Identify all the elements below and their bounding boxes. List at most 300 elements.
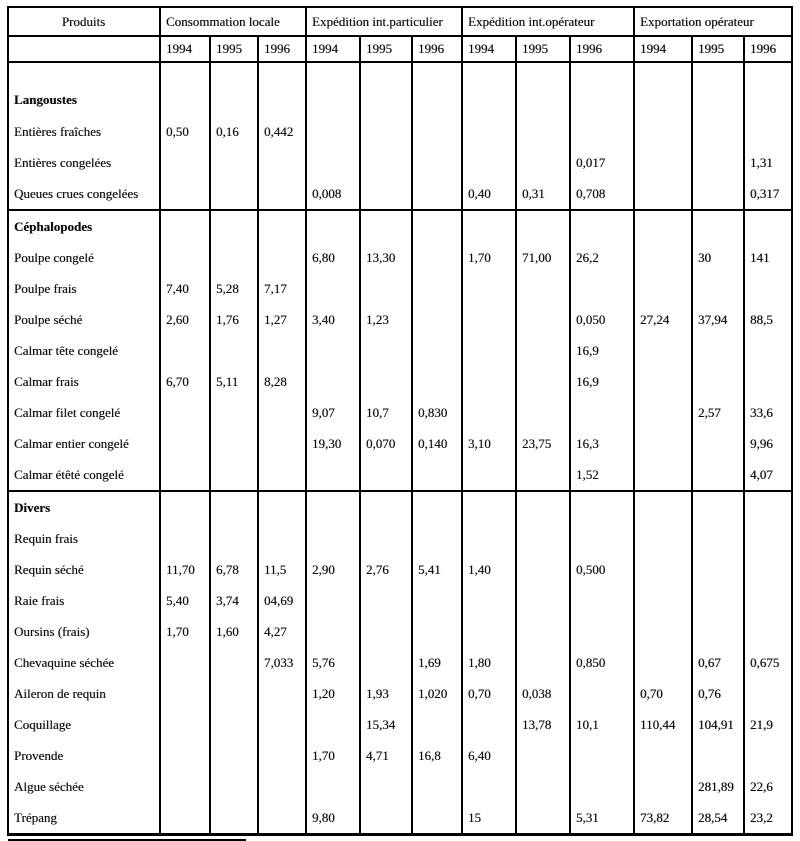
value-cell	[360, 616, 412, 647]
empty-cell	[306, 491, 360, 523]
value-cell	[516, 585, 570, 616]
value-cell	[160, 459, 210, 491]
value-cell	[462, 335, 516, 366]
value-cell	[634, 523, 692, 554]
value-cell	[570, 585, 634, 616]
value-cell	[160, 178, 210, 210]
value-cell: 73,82	[634, 802, 692, 835]
empty-cell	[210, 210, 258, 242]
value-cell	[692, 428, 744, 459]
empty-cell	[360, 491, 412, 523]
table-row	[8, 771, 792, 802]
value-cell: 1,20	[306, 678, 360, 709]
value-cell	[634, 397, 692, 428]
value-cell	[210, 802, 258, 835]
value-cell	[306, 771, 360, 802]
value-cell	[634, 554, 692, 585]
value-cell	[258, 242, 306, 273]
empty-cell	[570, 210, 634, 242]
value-cell	[160, 709, 210, 740]
value-cell	[570, 678, 634, 709]
value-cell	[258, 678, 306, 709]
year-header: 1996	[258, 36, 306, 62]
empty-cell	[692, 491, 744, 523]
empty-cell	[744, 62, 792, 116]
value-cell	[306, 523, 360, 554]
value-cell	[634, 428, 692, 459]
value-cell	[210, 678, 258, 709]
value-cell: 5,41	[412, 554, 462, 585]
value-cell	[210, 709, 258, 740]
table-row	[8, 147, 792, 178]
value-cell	[744, 740, 792, 771]
value-cell: 13,78	[516, 709, 570, 740]
year-header: 1996	[744, 36, 792, 62]
value-cell	[360, 523, 412, 554]
table-row	[8, 459, 792, 491]
value-cell: 16,9	[570, 366, 634, 397]
value-cell: 10,7	[360, 397, 412, 428]
value-cell	[258, 428, 306, 459]
value-cell	[160, 428, 210, 459]
value-cell	[516, 616, 570, 647]
value-cell	[258, 335, 306, 366]
value-cell: 21,9	[744, 709, 792, 740]
value-cell	[516, 554, 570, 585]
product-name: Calmar entier congelé	[8, 428, 160, 459]
value-cell: 27,24	[634, 304, 692, 335]
empty-cell	[210, 62, 258, 116]
product-name: Provende	[8, 740, 160, 771]
value-cell: 4,07	[744, 459, 792, 491]
value-cell	[160, 335, 210, 366]
value-cell	[634, 178, 692, 210]
value-cell: 1,52	[570, 459, 634, 491]
value-cell	[692, 523, 744, 554]
table-row	[8, 678, 792, 709]
table-row	[8, 647, 792, 678]
value-cell	[160, 523, 210, 554]
value-cell	[412, 273, 462, 304]
value-cell: 19,30	[306, 428, 360, 459]
value-cell	[516, 459, 570, 491]
product-name: Queues crues congelées	[8, 178, 160, 210]
value-cell	[210, 647, 258, 678]
value-cell	[160, 647, 210, 678]
value-cell	[516, 304, 570, 335]
year-header: 1996	[412, 36, 462, 62]
product-name: Raie frais	[8, 585, 160, 616]
empty-cell	[516, 491, 570, 523]
value-cell: 3,40	[306, 304, 360, 335]
value-cell	[634, 616, 692, 647]
value-cell	[210, 397, 258, 428]
value-cell: 11,5	[258, 554, 306, 585]
value-cell	[306, 366, 360, 397]
value-cell: 15,34	[360, 709, 412, 740]
value-cell: 0,008	[306, 178, 360, 210]
product-name: Chevaquine séchée	[8, 647, 160, 678]
value-cell	[412, 709, 462, 740]
table-row	[8, 523, 792, 554]
value-cell	[634, 273, 692, 304]
value-cell	[258, 802, 306, 835]
value-cell	[258, 709, 306, 740]
value-cell	[692, 740, 744, 771]
value-cell	[462, 709, 516, 740]
value-cell	[160, 242, 210, 273]
value-cell	[160, 740, 210, 771]
table-row	[8, 116, 792, 147]
value-cell: 10,1	[570, 709, 634, 740]
value-cell: 141	[744, 242, 792, 273]
value-cell	[360, 366, 412, 397]
value-cell	[306, 335, 360, 366]
value-cell	[570, 740, 634, 771]
value-cell: 0,442	[258, 116, 306, 147]
value-cell	[462, 397, 516, 428]
value-cell	[258, 771, 306, 802]
value-cell	[412, 147, 462, 178]
value-cell: 0,017	[570, 147, 634, 178]
value-cell	[634, 242, 692, 273]
group-header-consommation-locale: Consommation locale	[160, 7, 306, 36]
section-label: Céphalopodes	[8, 210, 160, 242]
value-cell	[692, 335, 744, 366]
empty-cell	[462, 62, 516, 116]
group-header-row	[8, 7, 792, 36]
value-cell: 1,020	[412, 678, 462, 709]
value-cell	[634, 366, 692, 397]
product-name: Calmar frais	[8, 366, 160, 397]
value-cell: 0,40	[462, 178, 516, 210]
value-cell	[210, 147, 258, 178]
empty-cell	[570, 62, 634, 116]
value-cell	[160, 397, 210, 428]
empty-cell	[634, 491, 692, 523]
value-cell	[516, 397, 570, 428]
year-header-row	[8, 36, 792, 62]
table-row	[8, 428, 792, 459]
value-cell: 8,28	[258, 366, 306, 397]
value-cell	[210, 771, 258, 802]
value-cell: 0,070	[360, 428, 412, 459]
value-cell: 0,500	[570, 554, 634, 585]
value-cell: 0,038	[516, 678, 570, 709]
value-cell	[306, 273, 360, 304]
table-row	[8, 397, 792, 428]
empty-cell	[210, 491, 258, 523]
year-header: 1995	[210, 36, 258, 62]
product-name: Poulpe séché	[8, 304, 160, 335]
value-cell	[570, 523, 634, 554]
empty-cell	[462, 491, 516, 523]
value-cell	[462, 273, 516, 304]
value-cell	[634, 147, 692, 178]
value-cell	[634, 116, 692, 147]
value-cell	[360, 116, 412, 147]
value-cell: 16,8	[412, 740, 462, 771]
year-header: 1994	[160, 36, 210, 62]
value-cell	[570, 397, 634, 428]
table-row	[8, 616, 792, 647]
value-cell	[210, 242, 258, 273]
value-cell: 1,80	[462, 647, 516, 678]
value-cell: 0,70	[462, 678, 516, 709]
table-row	[8, 178, 792, 210]
value-cell: 6,40	[462, 740, 516, 771]
product-name: Entières fraîches	[8, 116, 160, 147]
value-cell	[210, 428, 258, 459]
value-cell: 6,70	[160, 366, 210, 397]
value-cell: 23,2	[744, 802, 792, 835]
value-cell	[258, 459, 306, 491]
section-header-row	[8, 491, 792, 523]
value-cell	[634, 585, 692, 616]
value-cell: 16,3	[570, 428, 634, 459]
value-cell	[462, 523, 516, 554]
value-cell: 5,76	[306, 647, 360, 678]
value-cell	[516, 523, 570, 554]
value-cell: 0,50	[160, 116, 210, 147]
table-row	[8, 709, 792, 740]
value-cell: 1,40	[462, 554, 516, 585]
value-cell: 3,74	[210, 585, 258, 616]
empty-cell	[634, 210, 692, 242]
year-header: 1995	[516, 36, 570, 62]
value-cell	[210, 178, 258, 210]
value-cell: 9,96	[744, 428, 792, 459]
table-row	[8, 335, 792, 366]
value-cell: 5,11	[210, 366, 258, 397]
product-name: Requin frais	[8, 523, 160, 554]
value-cell	[516, 802, 570, 835]
value-cell	[516, 771, 570, 802]
value-cell	[744, 554, 792, 585]
value-cell: 13,30	[360, 242, 412, 273]
group-header-expedition-int-operateur: Expédition int.opérateur	[462, 7, 634, 36]
value-cell: 0,70	[634, 678, 692, 709]
section-header-row	[8, 210, 792, 242]
value-cell	[692, 178, 744, 210]
value-cell	[516, 273, 570, 304]
value-cell: 0,76	[692, 678, 744, 709]
value-cell	[412, 771, 462, 802]
value-cell: 4,71	[360, 740, 412, 771]
value-cell: 2,57	[692, 397, 744, 428]
year-header: 1996	[570, 36, 634, 62]
value-cell: 6,80	[306, 242, 360, 273]
table-row	[8, 802, 792, 835]
value-cell	[412, 335, 462, 366]
value-cell	[462, 304, 516, 335]
value-cell: 2,76	[360, 554, 412, 585]
year-header: 1994	[634, 36, 692, 62]
group-header-expedition-int-particulier: Expédition int.particulier	[306, 7, 462, 36]
value-cell: 5,31	[570, 802, 634, 835]
empty-cell	[306, 62, 360, 116]
empty-cell	[412, 210, 462, 242]
table-row	[8, 366, 792, 397]
table-row	[8, 554, 792, 585]
value-cell: 71,00	[516, 242, 570, 273]
empty-cell	[412, 62, 462, 116]
value-cell	[462, 616, 516, 647]
value-cell: 5,40	[160, 585, 210, 616]
value-cell	[258, 178, 306, 210]
value-cell	[360, 178, 412, 210]
value-cell	[306, 116, 360, 147]
value-cell	[692, 366, 744, 397]
value-cell: 4,27	[258, 616, 306, 647]
value-cell	[412, 116, 462, 147]
value-cell: 0,31	[516, 178, 570, 210]
value-cell	[360, 585, 412, 616]
value-cell: 28,54	[692, 802, 744, 835]
value-cell: 23,75	[516, 428, 570, 459]
value-cell: 7,17	[258, 273, 306, 304]
value-cell: 1,76	[210, 304, 258, 335]
value-cell	[210, 459, 258, 491]
value-cell	[360, 647, 412, 678]
empty-cell	[516, 62, 570, 116]
product-name: Calmar tête congelé	[8, 335, 160, 366]
value-cell	[692, 554, 744, 585]
empty-header-cell	[8, 36, 160, 62]
empty-cell	[160, 62, 210, 116]
value-cell: 9,80	[306, 802, 360, 835]
value-cell: 0,850	[570, 647, 634, 678]
produits-column-header: Produits	[8, 7, 160, 36]
table-row	[8, 242, 792, 273]
value-cell: 1,70	[306, 740, 360, 771]
value-cell	[462, 116, 516, 147]
value-cell	[306, 709, 360, 740]
value-cell	[306, 585, 360, 616]
year-header: 1995	[360, 36, 412, 62]
value-cell	[360, 335, 412, 366]
value-cell: 6,78	[210, 554, 258, 585]
value-cell	[306, 459, 360, 491]
product-name: Poulpe congelé	[8, 242, 160, 273]
value-cell	[412, 585, 462, 616]
value-cell: 0,16	[210, 116, 258, 147]
value-cell	[412, 802, 462, 835]
value-cell	[258, 397, 306, 428]
product-name: Oursins (frais)	[8, 616, 160, 647]
value-cell	[692, 459, 744, 491]
value-cell	[462, 459, 516, 491]
value-cell	[160, 678, 210, 709]
year-header: 1994	[462, 36, 516, 62]
value-cell: 9,07	[306, 397, 360, 428]
empty-cell	[258, 62, 306, 116]
product-name: Requin séché	[8, 554, 160, 585]
year-header: 1994	[306, 36, 360, 62]
value-cell	[744, 335, 792, 366]
empty-cell	[306, 210, 360, 242]
value-cell: 1,93	[360, 678, 412, 709]
section-label: Langoustes	[8, 62, 160, 116]
value-cell: 104,91	[692, 709, 744, 740]
product-name: Coquillage	[8, 709, 160, 740]
value-cell	[306, 616, 360, 647]
section-header-row	[8, 62, 792, 116]
value-cell: 33,6	[744, 397, 792, 428]
value-cell: 30	[692, 242, 744, 273]
value-cell	[516, 335, 570, 366]
value-cell	[412, 178, 462, 210]
value-cell: 0,050	[570, 304, 634, 335]
empty-cell	[258, 491, 306, 523]
empty-cell	[516, 210, 570, 242]
value-cell	[634, 740, 692, 771]
value-cell	[744, 523, 792, 554]
product-name: Entières congelées	[8, 147, 160, 178]
value-cell: 26,2	[570, 242, 634, 273]
value-cell: 1,31	[744, 147, 792, 178]
value-cell: 37,94	[692, 304, 744, 335]
value-cell: 7,40	[160, 273, 210, 304]
value-cell	[744, 678, 792, 709]
value-cell	[258, 523, 306, 554]
value-cell	[570, 273, 634, 304]
value-cell: 16,9	[570, 335, 634, 366]
value-cell: 0,675	[744, 647, 792, 678]
empty-cell	[160, 491, 210, 523]
product-name: Trépang	[8, 802, 160, 835]
value-cell: 1,70	[462, 242, 516, 273]
value-cell	[744, 366, 792, 397]
value-cell: 11,70	[160, 554, 210, 585]
value-cell	[412, 366, 462, 397]
value-cell: 0,140	[412, 428, 462, 459]
value-cell	[462, 366, 516, 397]
value-cell	[744, 585, 792, 616]
product-name: Aileron de requin	[8, 678, 160, 709]
value-cell: 1,70	[160, 616, 210, 647]
empty-cell	[360, 210, 412, 242]
value-cell: 0,317	[744, 178, 792, 210]
value-cell	[210, 740, 258, 771]
empty-cell	[160, 210, 210, 242]
value-cell	[306, 147, 360, 178]
table-header	[8, 7, 792, 62]
value-cell	[744, 616, 792, 647]
value-cell	[412, 304, 462, 335]
product-name: Calmar étêté congelé	[8, 459, 160, 491]
value-cell: 1,60	[210, 616, 258, 647]
value-cell: 15	[462, 802, 516, 835]
value-cell: 04,69	[258, 585, 306, 616]
value-cell: 1,23	[360, 304, 412, 335]
value-cell	[516, 366, 570, 397]
value-cell	[692, 585, 744, 616]
table-row	[8, 585, 792, 616]
empty-cell	[744, 491, 792, 523]
value-cell	[412, 242, 462, 273]
empty-cell	[360, 62, 412, 116]
value-cell: 88,5	[744, 304, 792, 335]
table-row	[8, 740, 792, 771]
empty-cell	[692, 210, 744, 242]
value-cell	[258, 740, 306, 771]
table-body	[8, 62, 792, 835]
value-cell	[516, 116, 570, 147]
value-cell: 7,033	[258, 647, 306, 678]
section-label: Divers	[8, 491, 160, 523]
value-cell	[412, 616, 462, 647]
